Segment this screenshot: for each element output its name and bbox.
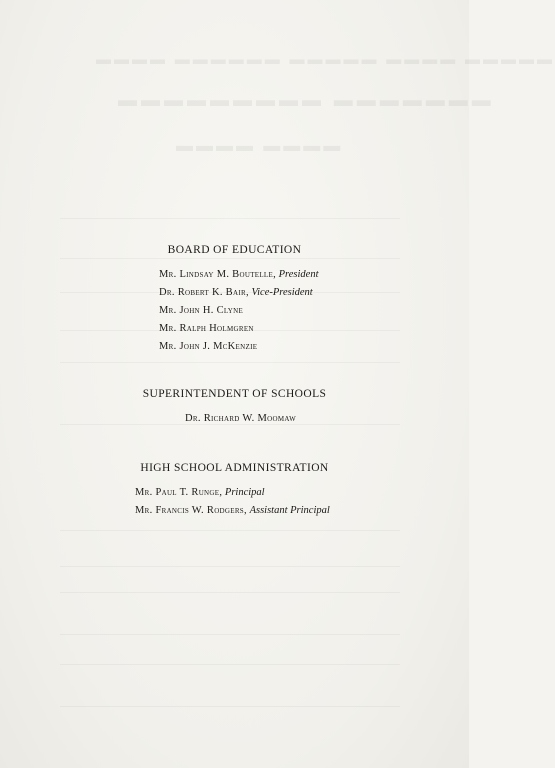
show-through-text: ▬▬▬▬ ▬▬▬▬ <box>176 136 344 155</box>
show-through-line <box>60 218 400 219</box>
show-through-line <box>60 566 400 567</box>
board-member <box>159 302 469 320</box>
member-role: Assistant Principal <box>249 505 330 516</box>
show-through-text: ▬▬▬▬ ▬▬▬▬▬▬ ▬▬▬▬▬ ▬▬▬▬ ▬▬▬▬▬ <box>96 52 555 68</box>
member-role: President <box>278 269 319 280</box>
member-name: Mr. Lindsay M. Boutelle, <box>159 269 277 280</box>
member-role: Principal <box>224 487 265 498</box>
administration-member <box>135 484 469 502</box>
show-through-text: ▬▬▬▬▬▬▬▬▬ ▬▬▬▬▬▬▬ <box>118 90 495 111</box>
board-member <box>159 284 469 302</box>
section-heading: BOARD OF EDUCATION <box>167 244 302 256</box>
member-name: Mr. Francis W. Rodgers, <box>135 505 247 516</box>
superintendent-list <box>185 410 469 428</box>
show-through-line <box>60 664 400 665</box>
show-through-line <box>60 530 400 531</box>
section-heading: HIGH SCHOOL ADMINISTRATION <box>140 462 329 474</box>
member-name: Dr. Richard W. Moomaw <box>185 413 297 424</box>
member-name: Mr. John J. McKenzie <box>159 341 258 352</box>
board-member-list <box>159 266 469 356</box>
superintendent-member <box>185 410 469 428</box>
show-through-line <box>60 362 400 363</box>
member-name: Mr. Ralph Holmgren <box>159 323 254 334</box>
member-role: Vice-President <box>251 287 313 298</box>
show-through-line <box>60 706 400 707</box>
board-member <box>159 266 469 284</box>
high-school-administration-section <box>0 462 469 520</box>
member-name: Dr. Robert K. Bair, <box>159 287 249 298</box>
administration-member <box>135 502 469 520</box>
board-of-education-section <box>0 244 469 356</box>
superintendent-section <box>0 388 469 428</box>
show-through-line <box>60 592 400 593</box>
member-name: Mr. Paul T. Runge, <box>135 487 223 498</box>
administration-list <box>135 484 469 520</box>
section-heading: SUPERINTENDENT OF SCHOOLS <box>142 388 327 400</box>
member-name: Mr. John H. Clyne <box>159 305 244 316</box>
board-member <box>159 320 469 338</box>
board-member <box>159 338 469 356</box>
show-through-line <box>60 634 400 635</box>
